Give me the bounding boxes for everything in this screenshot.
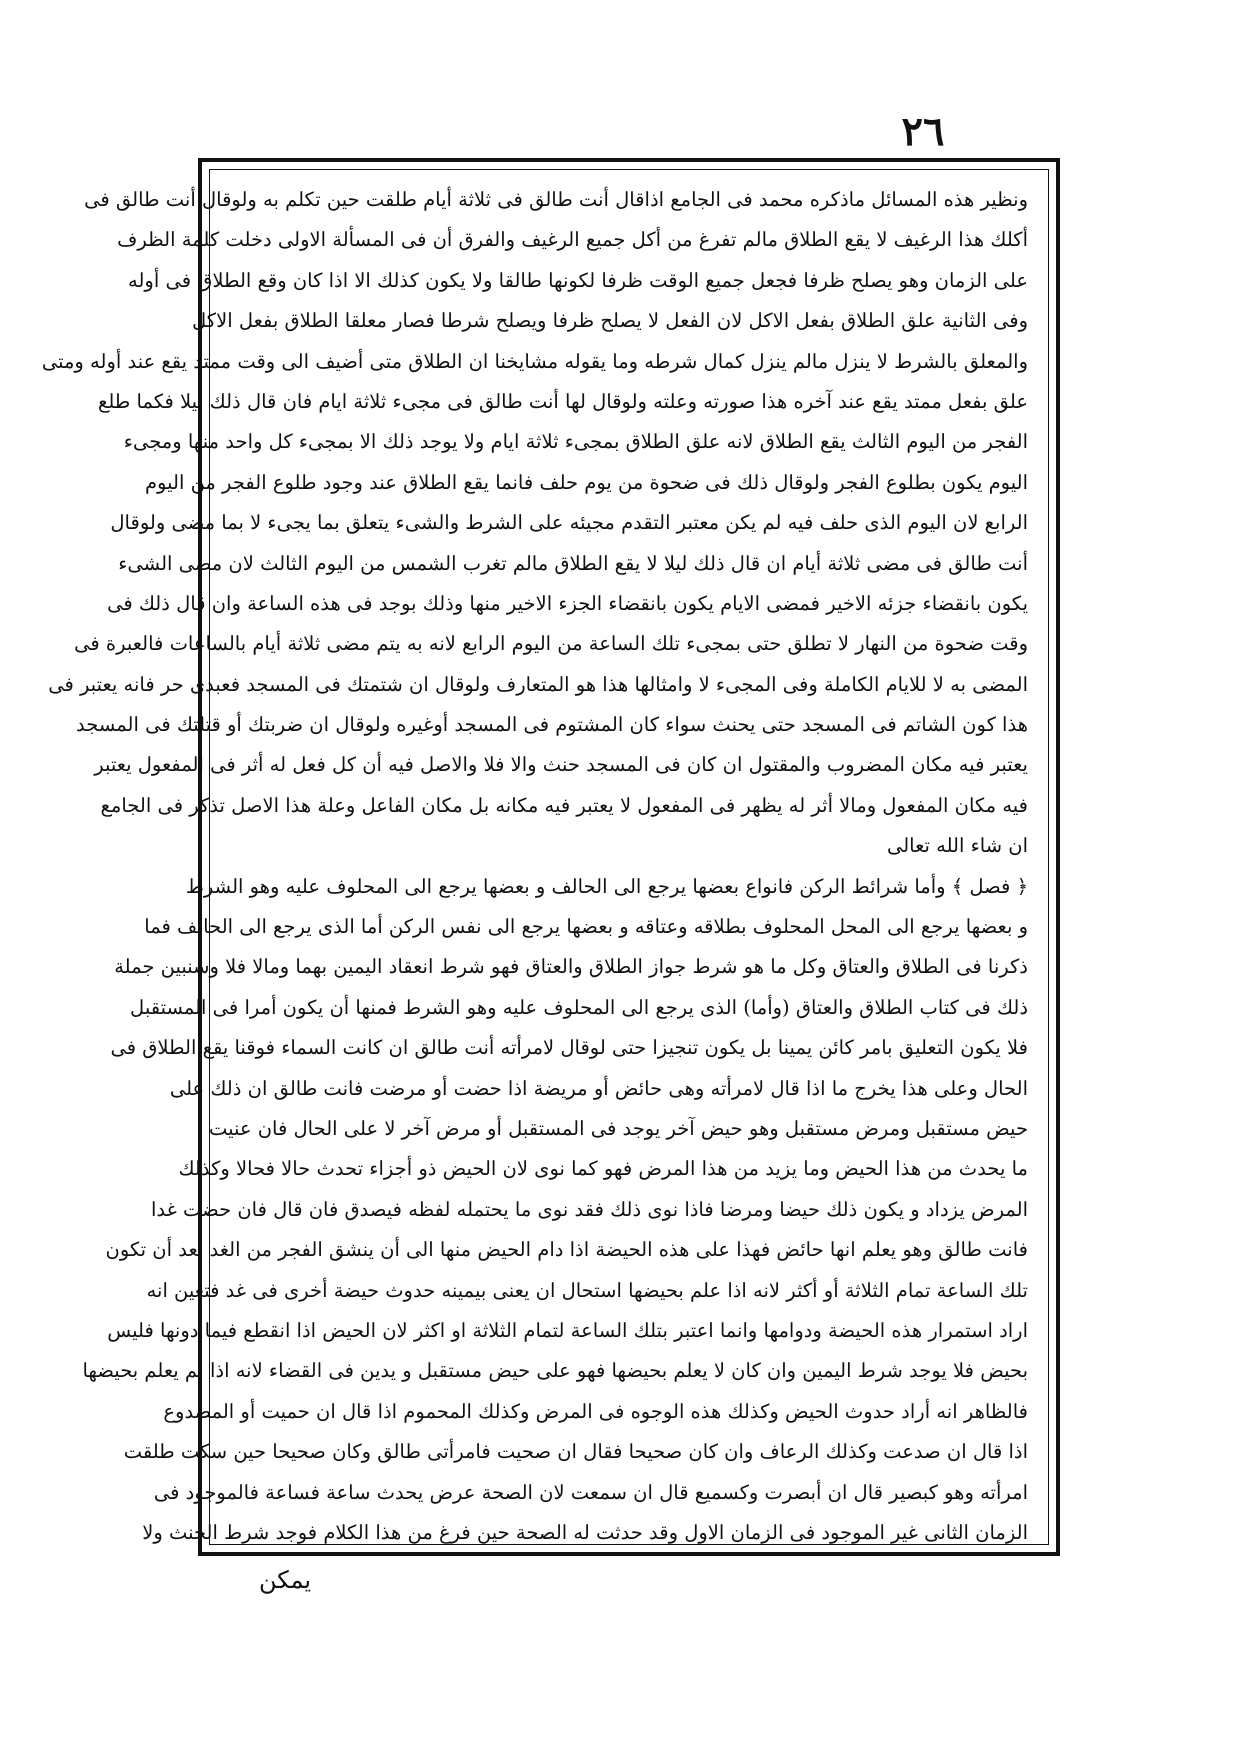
page-number: ٢٦ — [901, 108, 945, 155]
catchword: يمكن — [258, 1566, 312, 1594]
text-line: ذلك فى كتاب الطلاق والعتاق (وأما) الذى يرجع الى المحلوف عليه وهو الشرط فمنها أن يكون أمرا فى المستقبل — [130, 995, 1028, 1019]
text-line: الرابع لان اليوم الذى حلف فيه لم يكن معتبر التقدم مجيئه على الشرط والشىء يتعلق بما يجىء لا بما مضى ولوقال — [110, 511, 1028, 535]
text-line: هذا كون الشاتم فى المسجد حتى يحنث سواء كان المشتوم فى المسجد أوغيره ولوقال ان ضربتك أو قتلتك فى المسجد — [76, 713, 1028, 737]
text-line: ونظير هذه المسائل ماذكره محمد فى الجامع اذاقال أنت طالق فى ثلاثة أيام طلقت حين تكلم به ولوقال أنت طالق فى — [84, 188, 1028, 211]
text-body — [41, 180, 1028, 1553]
text-line: علق بفعل ممتد يقع عند آخره هذا صورته وعلته ولوقال لها أنت طالق فى مجىء ثلاثة ايام فان قال ذلك ليلا فكما طلع — [97, 389, 1028, 413]
text-line: اراد استمرار هذه الحيضة ودوامها وانما اعتبر بتلك الساعة لتمام الثلاثة او اكثر لان الحيض اذا انقطع فيما دونها فليس — [107, 1318, 1028, 1342]
text-line: يكون بانقضاء جزئه الاخير فمضى الايام يكون بانقضاء الجزء الاخير منها وذلك بوجد فى هذه الساعة وان قال ذلك فى — [107, 591, 1028, 615]
text-line: أكلك هذا الرغيف لا يقع الطلاق مالم تفرغ من أكل جميع الرغيف والفرق أن فى المسألة الاولى دخلت كلمة الظرف — [117, 228, 1028, 252]
text-line: الحال وعلى هذا يخرج ما اذا قال لامرأته وهى حائض أو مريضة اذا حضت أو مرضت فانت طالق ان ذلك على — [169, 1076, 1028, 1100]
text-line: فلا يكون التعليق بامر كائن يمينا بل يكون تنجيزا حتى لوقال لامرأته أنت طالق ان كانت السماء فوقنا يقع الطلاق فى — [110, 1036, 1028, 1060]
text-line: الزمان الثانى غير الموجود فى الزمان الاول وقد حدثت له الصحة حين فرغ من هذا الكلام فوجد شرط الحنث ولا — [142, 1520, 1028, 1544]
text-line: فانت طالق وهو يعلم انها حائض فهذا على هذه الحيضة اذا دام الحيض منها الى أن ينشق الفجر من الغد بعد أن تكون — [105, 1238, 1028, 1262]
text-line: يعتبر فيه مكان المضروب والمقتول ان كان فى المسجد حنث والا فلا والاصل فيه أن كل فعل له أثر فى المفعول يعتبر — [94, 753, 1028, 777]
text-line: ما يحدث من هذا الحيض وما يزيد من هذا المرض فهو كما نوى لان الحيض ذو أجزاء تحدث حالا فحالا وكذلك — [178, 1157, 1028, 1181]
text-line: فيه مكان المفعول ومالا أثر له يظهر فى المفعول لا يعتبر فيه مكانه بل مكان الفاعل وعلة هذا الاصل تذكر فى الجامع — [100, 793, 1028, 817]
text-line: والمعلق بالشرط لا ينزل مالم ينزل كمال شرطه وما يقوله مشايخنا ان الطلاق متى أضيف الى وقت ممتد يقع عند أوله ومتى — [41, 349, 1028, 373]
text-line: اذا قال ان صدعت وكذلك الرعاف وان كان صحيحا فقال ان صحيت فامرأتى طالق وكان صحيحا حين سكت طلقت — [123, 1440, 1028, 1464]
text-line: بحيض فلا يوجد شرط اليمين وان كان لا يعلم بحيضها فهو على حيض مستقبل و يدين فى القضاء لانه اذا لم يعلم بحيضها — [82, 1359, 1028, 1383]
text-line: المضى به لا للايام الكاملة وفى المجىء لا وامثالها هذا هو المتعارف ولوقال ان شتمتك فى المسجد فعبدى حر فانه يعتبر فى — [48, 672, 1028, 696]
text-line: ان شاء الله تعالى — [886, 834, 1028, 858]
text-line: امرأته وهو كبصير قال ان أبصرت وكسميع قال ان سمعت لان الصحة عرض يحدث ساعة فساعة فالموجود فى — [153, 1480, 1028, 1504]
section-heading-line: ﴿ فصل ﴾ وأما شرائط الركن فانواع بعضها يرجع الى الحالف و بعضها يرجع الى المحلوف عليه وهو الشرط — [185, 874, 1028, 898]
text-line: ذكرنا فى الطلاق والعتاق وكل ما هو شرط جواز الطلاق والعتاق فهو شرط انعقاد اليمين بهما ومالا فلا وسنبين جملة — [114, 955, 1028, 979]
text-line: الفجر من اليوم الثالث يقع الطلاق لانه علق الطلاق بمجىء ثلاثة ايام ولا يوجد ذلك الا بمجىء كل واحد منها ومجىء — [123, 430, 1028, 454]
text-line: المرض يزداد و يكون ذلك حيضا ومرضا فاذا نوى ذلك فقد نوى ما يحتمله لفظه فيصدق فان قال فان حضت غدا — [150, 1197, 1028, 1221]
text-line: فالظاهر انه أراد حدوث الحيض وكذلك هذه الوجوه فى المرض وكذلك المحموم اذا قال ان حميت أو المصدوع — [163, 1399, 1028, 1423]
page-frame-inner — [41, 169, 1049, 1545]
page-frame — [41, 158, 1060, 1556]
text-line: و بعضها يرجع الى المحل المحلوف بطلاقه وعتاقه و بعضها يرجع الى نفس الركن أما الذى يرجع الى الحالف فما — [144, 915, 1028, 939]
text-line: على الزمان وهو يصلح ظرفا فجعل جميع الوقت ظرفا لكونها طالقا ولا يكون كذلك الا اذا كان وقع الطلاق فى أوله — [128, 268, 1028, 292]
text-line: وقت ضحوة من النهار لا تطلق حتى بمجىء تلك الساعة من اليوم الرابع لانه به يتم مضى ثلاثة أيام بالساعات فالعبرة فى — [74, 632, 1028, 656]
text-line: حيض مستقبل ومرض مستقبل وهو حيض آخر يوجد فى المستقبل أو مرض آخر لا على الحال فان عنيت — [208, 1116, 1028, 1140]
text-line: أنت طالق فى مضى ثلاثة أيام ان قال ذلك ليلا لا يقع الطلاق مالم تغرب الشمس من اليوم الثالث لان مضى الشىء — [118, 551, 1028, 575]
text-line: تلك الساعة تمام الثلاثة أو أكثر لانه اذا علم بحيضها استحال ان يعنى بيمينه حدوث حيضة أخرى فى غد فتعين انه — [146, 1278, 1028, 1302]
text-line: وفى الثانية علق الطلاق بفعل الاكل لان الفعل لا يصلح ظرفا ويصلح شرطا فصار معلقا الطلاق بفعل الاكل — [192, 309, 1028, 333]
text-line: اليوم يكون بطلوع الفجر ولوقال ذلك فى ضحوة من يوم حلف فانما يقع الطلاق عند وجود طلوع الفجر من اليوم — [144, 470, 1028, 494]
